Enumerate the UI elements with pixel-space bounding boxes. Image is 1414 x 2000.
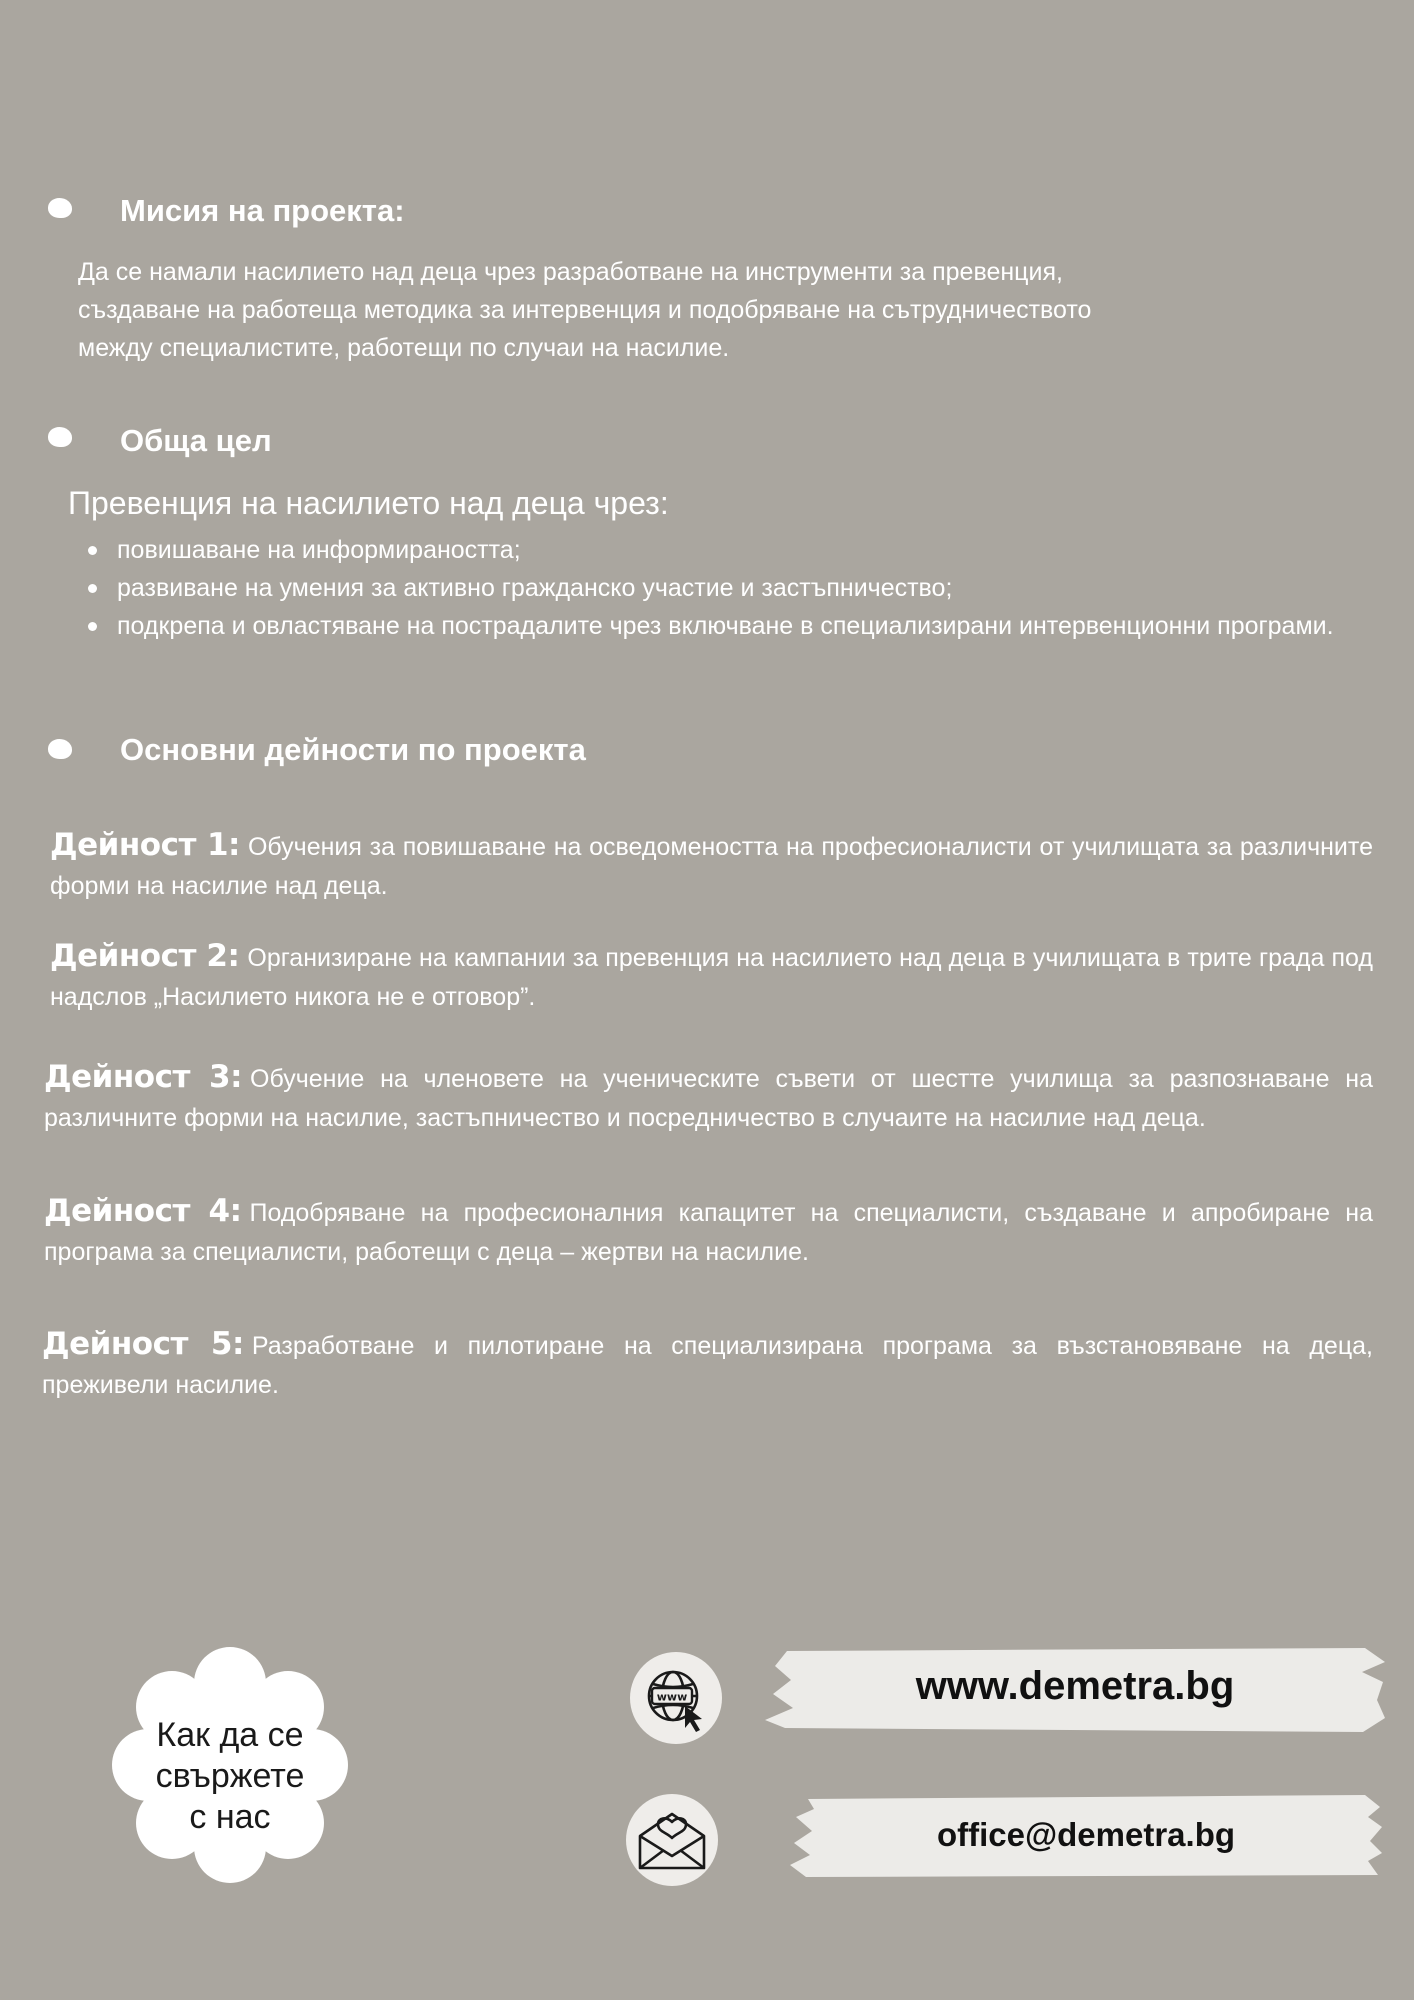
mission-line: Да се намали насилието над деца чрез разработване на инструменти за превенция, (78, 258, 1063, 286)
website-icon-label: www (656, 1690, 688, 1704)
activity-2 (50, 937, 1373, 1017)
contact-title-line: свържете (155, 1757, 305, 1795)
envelope-heart-icon (626, 1794, 718, 1886)
activity-label: Дейност 5: (42, 1326, 244, 1362)
activity-1 (50, 826, 1373, 906)
activity-4 (44, 1192, 1373, 1272)
contact-title (95, 1715, 365, 1838)
goal-list-item: подкрепа и овластяване на пострадалите чрез включване в специализирани интервенционни програми. (85, 607, 1375, 645)
goal-list-item: повишаване на информираността; (85, 531, 1375, 569)
activity-label: Дейност 4: (44, 1193, 242, 1229)
email-link[interactable]: office@demetra.bg (936, 1816, 1236, 1853)
goal-list-item: развиване на умения за активно гражданско участие и застъпничество; (85, 569, 1375, 607)
activity-label: Дейност 1: (50, 827, 240, 863)
website-icon-badge (630, 1652, 722, 1744)
activity-text: Обучение на членовете на ученическите съвети от шестте училища за разпознаване на различните форми на насилие, застъпничество и посредничество в случаите на насилие над деца. (44, 1065, 1373, 1132)
contact-title-line: с нас (189, 1798, 271, 1836)
activity-label: Дейност 3: (44, 1059, 242, 1095)
activity-5 (42, 1325, 1373, 1405)
mission-heading: Мисия на проекта: (120, 193, 405, 228)
goal-list (85, 531, 1375, 645)
website-link[interactable]: www.demetra.bg (915, 1664, 1235, 1708)
mission-line: между специалистите, работещи по случаи на насилие. (78, 334, 730, 362)
mission-text (78, 253, 1338, 367)
email-icon-badge (626, 1794, 718, 1886)
goal-intro: Превенция на насилието над деца чрез: (68, 485, 669, 521)
activity-text: Подобряване на професионалния капацитет на специалисти, създаване и апробиране на програма за специалисти, работещи с деца – жертви на насилие. (44, 1199, 1373, 1266)
mission-bullet-icon (48, 198, 72, 218)
activity-text: Разработване и пилотиране на специализирана програма за възстановяване на деца, преживели насилие. (42, 1332, 1373, 1399)
mission-line: създаване на работеща методика за интервенция и подобряване на сътрудничеството (78, 296, 1092, 324)
activity-label: Дейност 2: (50, 938, 240, 974)
activities-heading: Основни дейности по проекта (120, 732, 586, 767)
activity-text: Обучения за повишаване на осведомеността на професионалисти от училищата за различните форми на насилие над деца. (50, 833, 1373, 900)
contact-title-line: Как да се (156, 1716, 304, 1754)
activities-bullet-icon (48, 739, 72, 759)
globe-cursor-icon (630, 1652, 722, 1744)
goal-bullet-icon (48, 427, 72, 447)
activity-text: Организиране на кампании за превенция на насилието над деца в училищата в трите града под надслов „Насилието никога не е отговор”. (50, 944, 1373, 1011)
activity-3 (44, 1058, 1373, 1138)
goal-heading: Обща цел (120, 423, 272, 458)
